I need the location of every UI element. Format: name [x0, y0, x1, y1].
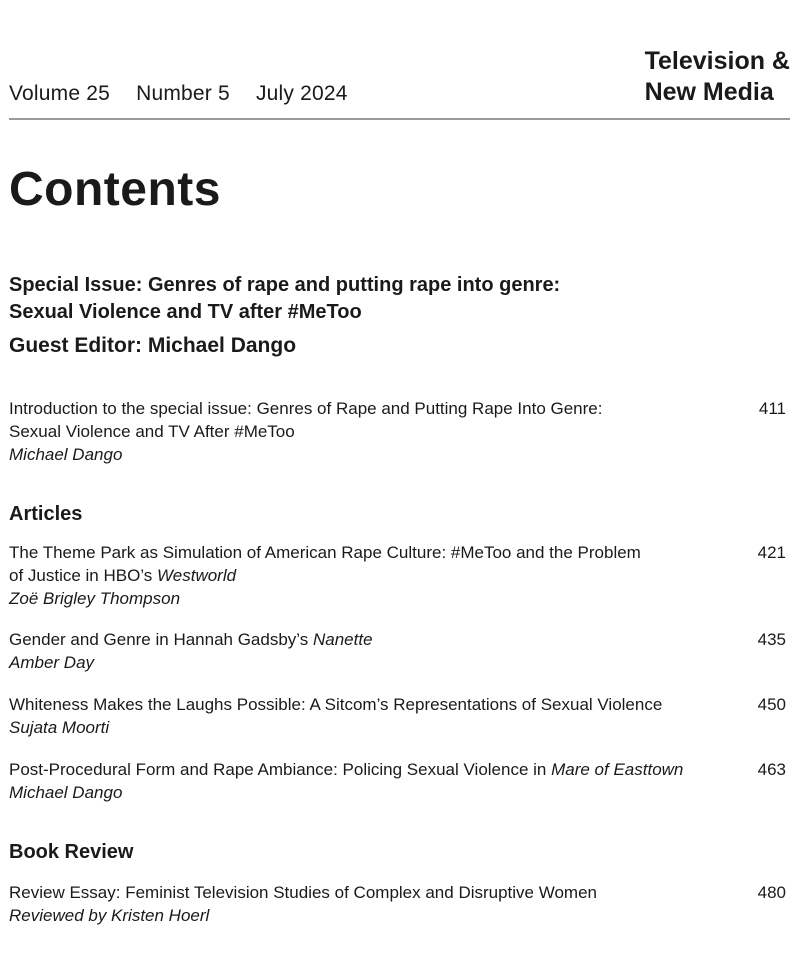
journal-header — [9, 46, 790, 120]
page-title: Contents — [9, 163, 221, 216]
toc-entry[interactable] — [9, 628, 790, 674]
journal-name: Television & New Media — [644, 47, 790, 106]
entry-page: 435 — [757, 630, 786, 649]
toc-entry[interactable] — [9, 541, 790, 610]
toc-entry[interactable] — [9, 758, 790, 804]
entry-page: 450 — [757, 695, 786, 714]
entry-page: 480 — [757, 883, 786, 902]
number: Number 5 — [136, 82, 230, 105]
entry-title: Introduction to the special issue: Genres of Rape and Putting Rape Into Genre: Sexual Violence and TV After #MeToo — [9, 399, 603, 441]
entry-title: The Theme Park as Simulation of American Rape Culture: #MeToo and the Problem of Justice in HBO’s Westworld — [9, 543, 641, 585]
entry-author: Reviewed by Kristen Hoerl — [9, 906, 210, 925]
entry-title: Whiteness Makes the Laughs Possible: A Sitcom’s Representations of Sexual Violence — [9, 695, 663, 714]
articles-heading: Articles — [9, 503, 83, 525]
entry-title: Review Essay: Feminist Television Studies of Complex and Disruptive Women — [9, 883, 598, 902]
toc-entry-book-review[interactable] — [9, 881, 790, 927]
toc-entry-intro[interactable] — [9, 397, 790, 466]
issue-info — [9, 82, 368, 106]
entry-page: 463 — [757, 760, 786, 779]
entry-title: Post-Procedural Form and Rape Ambiance: Policing Sexual Violence in Mare of Easttown — [9, 760, 684, 779]
entry-author: Michael Dango — [9, 445, 123, 464]
special-issue-heading: Special Issue: Genres of rape and putting rape into genre: Sexual Violence and TV after #MeToo Guest Editor: Michael Dango — [9, 274, 561, 357]
toc-entry[interactable] — [9, 693, 790, 739]
issue-date: July 2024 — [255, 82, 348, 105]
entry-author: Sujata Moorti — [9, 718, 110, 737]
entry-title: Gender and Genre in Hannah Gadsby’s Nanette — [9, 630, 373, 649]
book-review-heading: Book Review — [9, 841, 134, 863]
entry-page: 411 — [758, 399, 786, 418]
entry-author: Zoë Brigley Thompson — [9, 589, 181, 608]
entry-page: 421 — [757, 543, 786, 562]
entry-author: Amber Day — [9, 653, 95, 672]
volume: Volume 25 — [9, 82, 111, 105]
entry-author: Michael Dango — [9, 783, 123, 802]
guest-editor: Guest Editor: Michael Dango — [9, 334, 297, 357]
